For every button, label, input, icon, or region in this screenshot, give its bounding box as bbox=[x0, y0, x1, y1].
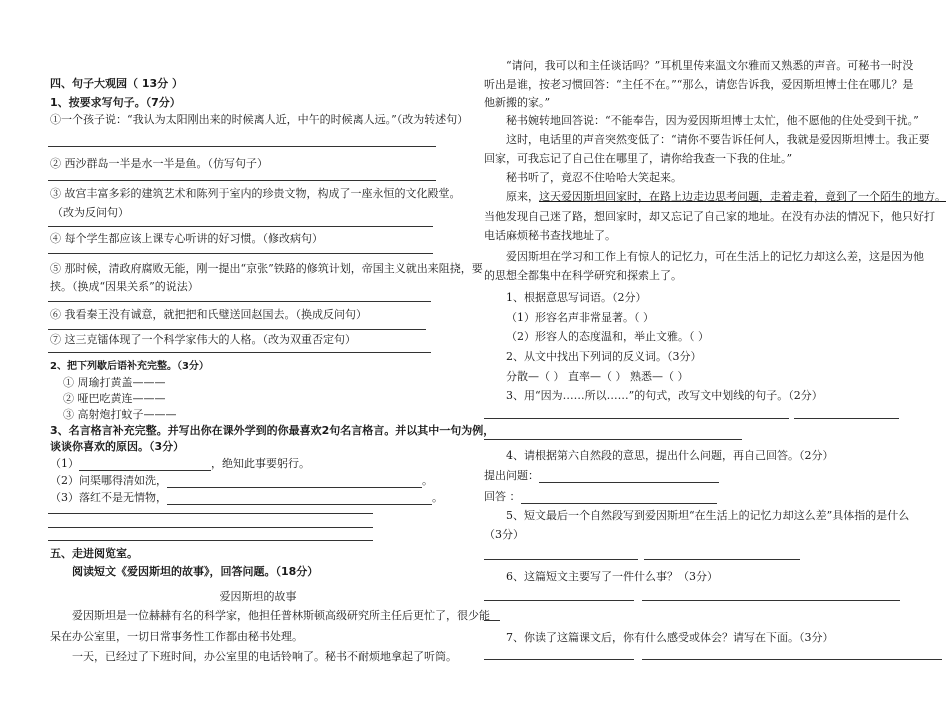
question-5: 5、短文最后一个自然段写到爱因斯坦“在生活上的记忆力却这么差”具体指的是什么 bbox=[506, 509, 910, 522]
story-paragraph bbox=[506, 190, 946, 204]
question-4-answer bbox=[484, 490, 717, 504]
question-1: 1、根据意思写词语。（2分） bbox=[506, 291, 647, 304]
fill-blank[interactable] bbox=[539, 471, 719, 483]
fill-blank[interactable] bbox=[167, 493, 432, 505]
section-5-title: 五、走进阅览室。 bbox=[50, 547, 138, 560]
q3-item bbox=[50, 457, 310, 471]
answer-line[interactable] bbox=[642, 600, 900, 601]
q1-item: 挟。（换成“因果关系”的说法） bbox=[50, 280, 199, 293]
q3-item-suffix: 。 bbox=[422, 474, 433, 487]
q3-title: 3、名言格言补充完整。并写出你在课外学到的你最喜欢2句名言格言。并以其中一句为例， bbox=[50, 424, 495, 437]
q2-title: 2、把下列歇后语补充完整。（3分） bbox=[50, 361, 209, 372]
answer-line[interactable] bbox=[484, 559, 638, 560]
paragraph-lead: 原来， bbox=[506, 190, 539, 203]
reading-intro: 阅读短文《爱因斯坦的故事》，回答问题。（18分） bbox=[72, 565, 319, 578]
question-7: 7、你读了这篇课文后，你有什么感受或体会？请写在下面。（3分） bbox=[506, 631, 834, 644]
story-paragraph: 这时，电话里的声音突然变低了：“请你不要告诉任何人，我就是爱因斯坦博士。我正要 bbox=[506, 133, 930, 146]
question-1b: （2）形容人的态度温和，举止文雅。（ ） bbox=[506, 330, 709, 343]
story-paragraph: 当他发现自己迷了路，想回家时，却又忘记了自己家的地址。在没有办法的情况下，他只好打 bbox=[484, 210, 935, 223]
q1-item: ③ 故宫丰富多彩的建筑艺术和陈列于室内的珍贵文物，构成了一座永恒的文化殿堂。 bbox=[50, 187, 461, 200]
answer-line[interactable] bbox=[794, 418, 899, 419]
fill-blank[interactable] bbox=[79, 459, 211, 471]
ask-label: 提出问题： bbox=[484, 469, 539, 482]
answer-line bbox=[48, 329, 426, 330]
question-4: 4、请根据第六自然段的意思，提出什么问题，再自己回答。（2分） bbox=[506, 449, 834, 462]
answer-label: 回答 ： bbox=[484, 490, 521, 503]
q1-item: ② 西沙群岛一半是水一半是鱼。（仿写句子） bbox=[50, 157, 268, 170]
answer-line[interactable] bbox=[484, 439, 742, 440]
story-paragraph: 他新搬的家。” bbox=[484, 96, 551, 109]
fill-blank[interactable] bbox=[521, 492, 717, 504]
answer-line[interactable] bbox=[644, 559, 800, 560]
fill-blank[interactable] bbox=[167, 476, 422, 488]
answer-line[interactable] bbox=[484, 659, 634, 660]
q1-item: ④ 每个学生都应该上课专心听讲的好习惯。（修改病句） bbox=[50, 232, 323, 245]
q3-item-prefix: （1） bbox=[50, 457, 79, 470]
question-2: 2、从文中找出下列词的反义词。（3分） bbox=[506, 350, 702, 363]
answer-line bbox=[48, 226, 433, 227]
question-3: 3、用“因为……所以……”的句式，改写文中划线的句子。（2分） bbox=[506, 389, 823, 402]
q2-item: ① 周瑜打黄盖——— bbox=[63, 376, 166, 389]
answer-line bbox=[48, 301, 431, 302]
story-paragraph: 秘书听了，竟忍不住哈哈大笑起来。 bbox=[506, 171, 682, 184]
q1-item: ①一个孩子说：“我认为太阳刚出来的时候离人近，中午的时候离人远。”（改为转述句） bbox=[50, 113, 469, 126]
story-paragraph: 爱因斯坦是一位赫赫有名的科学家，他担任普林斯顿高级研究所主任后更忙了，很少能 bbox=[72, 609, 490, 622]
q1-item: （改为反问句） bbox=[52, 206, 129, 219]
question-6: 6、这篇短文主要写了一件什么事？（3分） bbox=[506, 570, 718, 583]
q2-item: ③ 高射炮打蚊子——— bbox=[63, 408, 177, 421]
q3-item-prefix: （3）落红不是无情物， bbox=[50, 491, 167, 504]
answer-line bbox=[48, 180, 436, 181]
story-paragraph: 秘书婉转地回答说：“不能奉告，因为爱因斯坦博士太忙，他不愿他的住处受到干扰。” bbox=[506, 114, 919, 127]
story-paragraph: 电话麻烦秘书查找地址了。 bbox=[484, 229, 616, 242]
answer-line[interactable] bbox=[484, 600, 634, 601]
question-5: （3分） bbox=[484, 528, 524, 541]
q3-item bbox=[50, 491, 443, 505]
q3-item-suffix: 。 bbox=[432, 491, 443, 504]
question-2-items: 分散—（ ） 直率—（ ） 熟悉—（ ） bbox=[506, 370, 689, 383]
q1-item: ⑥ 我看秦王没有诚意，就把把和氏璧送回赵国去。（换成反问句） bbox=[50, 308, 367, 321]
story-paragraph: “请问，我可以和主任谈话吗？”耳机里传来温文尔雅而又熟悉的声音。可秘书一时没 bbox=[506, 59, 914, 72]
q3-title: 谈谈你喜欢的原因。（3分） bbox=[50, 440, 185, 453]
answer-line[interactable] bbox=[642, 659, 942, 660]
story-title: 爱因斯坦的故事 bbox=[219, 590, 297, 603]
answer-line bbox=[48, 352, 431, 353]
q3-item-prefix: （2）问渠哪得清如洗， bbox=[50, 474, 167, 487]
story-paragraph: 爱因斯坦在学习和工作上有惊人的记忆力，可在生活上的记忆力却这么差，这是因为他 bbox=[506, 250, 924, 263]
story-paragraph: 听出是谁，按老习惯回答：“主任不在。”“那么，请您告诉我，爱因斯坦博士住在哪儿？是 bbox=[484, 78, 914, 91]
q3-item-suffix: ，绝知此事要躬行。 bbox=[211, 457, 310, 470]
answer-line bbox=[48, 253, 433, 254]
q2-item: ② 哑巴吃黄连——— bbox=[63, 392, 166, 405]
q1-title: 1、按要求写句子。（7分） bbox=[50, 96, 181, 109]
question-4-ask bbox=[484, 469, 719, 483]
section-4-title: 四、句子大观园（ 13分 ） bbox=[50, 77, 183, 90]
q1-item: ⑤ 那时候，清政府腐败无能，刚一提出“京张”铁路的修筑计划，帝国主义就出来阻挠，要 bbox=[50, 262, 483, 275]
question-1a: （1）形容名声非常显著。（ ） bbox=[506, 311, 654, 324]
q3-item bbox=[50, 474, 433, 488]
story-paragraph: 的思想全都集中在科学研究和探索上了。 bbox=[484, 269, 682, 282]
answer-line bbox=[48, 540, 373, 541]
story-paragraph: 一天，已经过了下班时间，办公室里的电话铃响了。秘书不耐烦地拿起了听筒。 bbox=[72, 650, 457, 663]
story-paragraph: 回家，可我忘记了自己住在哪里了，请你给我查一下我的住址。” bbox=[484, 152, 793, 165]
answer-line bbox=[48, 527, 373, 528]
answer-line bbox=[48, 146, 436, 147]
underlined-sentence: 这天爱因斯坦回家时，在路上边走边思考问题，走着走着，竟到了一个陌生的地方。 bbox=[539, 190, 946, 203]
q1-item: ⑦ 这三克镭体现了一个科学家伟大的人格。（改为双重否定句） bbox=[50, 333, 356, 346]
answer-line[interactable] bbox=[484, 620, 500, 621]
answer-line bbox=[48, 513, 373, 514]
story-paragraph: 呆在办公室里，一切日常事务性工作都由秘书处理。 bbox=[50, 630, 303, 643]
answer-line[interactable] bbox=[484, 418, 789, 419]
